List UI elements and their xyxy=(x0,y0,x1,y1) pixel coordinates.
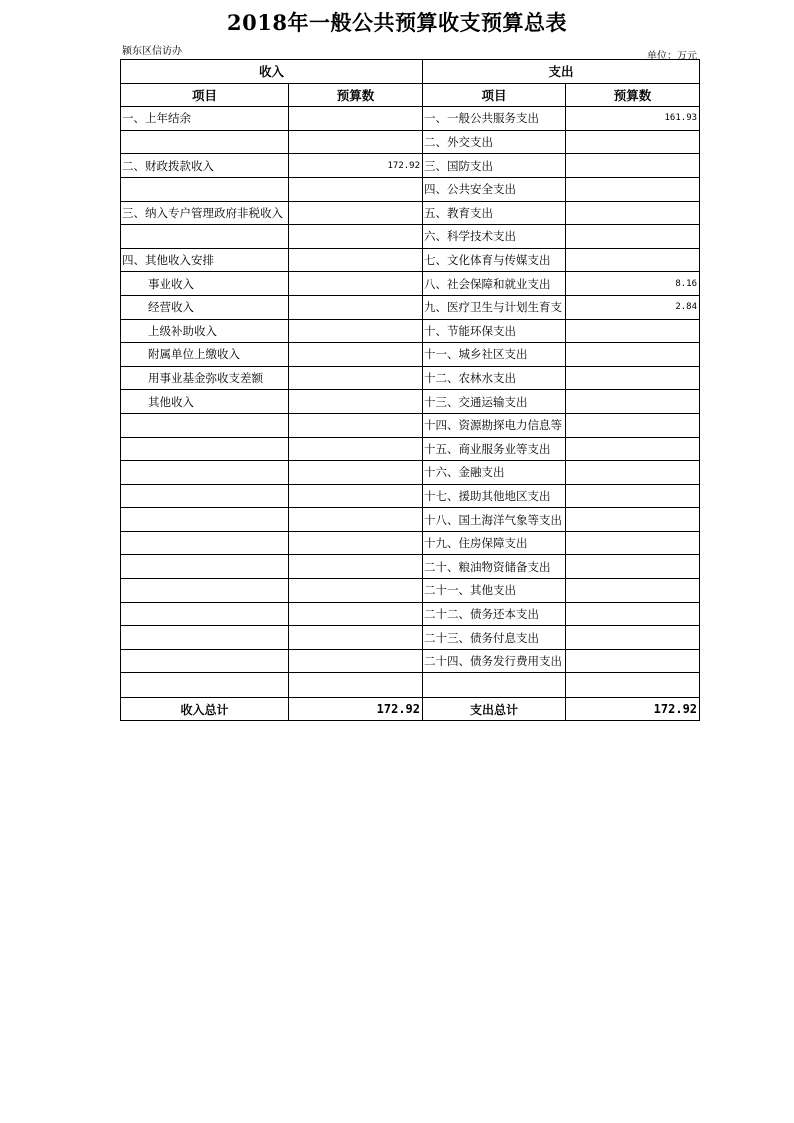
expense-item-cell: 二十一、其他支出 xyxy=(423,579,566,603)
table-row xyxy=(121,130,700,154)
income-item-cell xyxy=(121,579,289,603)
income-item-cell xyxy=(121,649,289,673)
income-amount-cell xyxy=(289,107,423,131)
budget-table xyxy=(120,59,700,721)
income-amount-cell xyxy=(289,531,423,555)
empty-cell xyxy=(423,673,566,698)
income-amount-cell xyxy=(289,626,423,650)
table-row xyxy=(121,626,700,650)
table-row xyxy=(121,602,700,626)
table-row xyxy=(121,107,700,131)
expense-amount-cell xyxy=(566,343,700,367)
expense-item-cell: 十三、交通运输支出 xyxy=(423,390,566,414)
income-item-cell xyxy=(121,437,289,461)
income-amount-cell xyxy=(289,130,423,154)
expense-amount-cell xyxy=(566,366,700,390)
income-item-cell: 一、上年结余 xyxy=(121,107,289,131)
expense-item-cell: 十、节能环保支出 xyxy=(423,319,566,343)
income-item-cell xyxy=(121,508,289,532)
income-amount-cell xyxy=(289,390,423,414)
totals-row xyxy=(121,698,700,721)
table-row xyxy=(121,177,700,201)
expense-item-cell: 五、教育支出 xyxy=(423,201,566,225)
income-amount-cell xyxy=(289,225,423,249)
expense-item-cell: 四、公共安全支出 xyxy=(423,177,566,201)
income-amount-cell xyxy=(289,508,423,532)
table-row xyxy=(121,154,700,178)
income-item-cell xyxy=(121,177,289,201)
table-row xyxy=(121,531,700,555)
expense-item-cell: 一、一般公共服务支出 xyxy=(423,107,566,131)
income-amount-cell xyxy=(289,295,423,319)
expense-item-cell: 二十四、债务发行费用支出 xyxy=(423,649,566,673)
income-total-label: 收入总计 xyxy=(121,698,289,721)
table-row xyxy=(121,248,700,272)
expense-amount-cell xyxy=(566,154,700,178)
expense-amount-cell xyxy=(566,484,700,508)
expense-total-amount: 172.92 xyxy=(566,698,700,721)
income-item-cell: 其他收入 xyxy=(121,390,289,414)
expense-amount-cell xyxy=(566,248,700,272)
expense-amount-cell xyxy=(566,602,700,626)
income-item-cell: 四、其他收入安排 xyxy=(121,248,289,272)
expense-amount-cell xyxy=(566,531,700,555)
expense-amount-cell xyxy=(566,177,700,201)
table-row xyxy=(121,555,700,579)
income-item-header: 项目 xyxy=(121,83,289,107)
income-amount-cell xyxy=(289,484,423,508)
income-item-cell: 三、纳入专户管理政府非税收入 xyxy=(121,201,289,225)
expense-item-cell: 二十、粮油物资储备支出 xyxy=(423,555,566,579)
table-row xyxy=(121,225,700,249)
expense-amount-cell xyxy=(566,319,700,343)
expense-amount-header: 预算数 xyxy=(566,83,700,107)
section-header-row xyxy=(121,60,700,84)
expense-item-cell: 十一、城乡社区支出 xyxy=(423,343,566,367)
expense-amount-cell xyxy=(566,626,700,650)
table-row xyxy=(121,272,700,296)
expense-item-cell: 十七、援助其他地区支出 xyxy=(423,484,566,508)
income-amount-cell xyxy=(289,437,423,461)
table-row xyxy=(121,508,700,532)
expense-amount-cell xyxy=(566,390,700,414)
expense-item-cell: 二十二、债务还本支出 xyxy=(423,602,566,626)
income-amount-cell xyxy=(289,579,423,603)
income-amount-cell: 172.92 xyxy=(289,154,423,178)
column-header-row xyxy=(121,83,700,107)
income-item-cell: 附属单位上缴收入 xyxy=(121,343,289,367)
income-total-amount: 172.92 xyxy=(289,698,423,721)
expense-item-cell: 十五、商业服务业等支出 xyxy=(423,437,566,461)
income-amount-cell xyxy=(289,555,423,579)
expense-amount-cell xyxy=(566,437,700,461)
expense-item-cell: 二、外交支出 xyxy=(423,130,566,154)
expense-item-cell: 六、科学技术支出 xyxy=(423,225,566,249)
expense-item-cell: 七、文化体育与传媒支出 xyxy=(423,248,566,272)
empty-cell xyxy=(121,673,289,698)
income-amount-cell xyxy=(289,413,423,437)
expense-item-cell: 十九、住房保障支出 xyxy=(423,531,566,555)
income-amount-cell xyxy=(289,272,423,296)
income-amount-cell xyxy=(289,319,423,343)
expense-amount-cell xyxy=(566,579,700,603)
income-item-cell: 用事业基金弥收支差额 xyxy=(121,366,289,390)
expense-total-label: 支出总计 xyxy=(423,698,566,721)
expense-amount-cell xyxy=(566,461,700,485)
expense-amount-cell: 161.93 xyxy=(566,107,700,131)
table-row xyxy=(121,319,700,343)
expense-item-cell: 八、社会保障和就业支出 xyxy=(423,272,566,296)
expense-item-cell: 十八、国土海洋气象等支出 xyxy=(423,508,566,532)
empty-cell xyxy=(566,673,700,698)
expense-item-cell: 十六、金融支出 xyxy=(423,461,566,485)
income-amount-cell xyxy=(289,602,423,626)
empty-cell xyxy=(289,673,423,698)
income-item-cell xyxy=(121,130,289,154)
expense-amount-cell xyxy=(566,201,700,225)
income-item-cell: 经营收入 xyxy=(121,295,289,319)
income-amount-cell xyxy=(289,461,423,485)
expense-amount-cell: 2.84 xyxy=(566,295,700,319)
table-row xyxy=(121,484,700,508)
income-section-header: 收入 xyxy=(121,60,423,84)
expense-amount-cell: 8.16 xyxy=(566,272,700,296)
expense-item-header: 项目 xyxy=(423,83,566,107)
expense-amount-cell xyxy=(566,130,700,154)
expense-amount-cell xyxy=(566,555,700,579)
table-row xyxy=(121,579,700,603)
income-item-cell: 二、财政拨款收入 xyxy=(121,154,289,178)
table-row xyxy=(121,343,700,367)
table-row xyxy=(121,437,700,461)
income-amount-cell xyxy=(289,366,423,390)
table-row xyxy=(121,649,700,673)
income-item-cell xyxy=(121,531,289,555)
expense-item-cell: 十二、农林水支出 xyxy=(423,366,566,390)
expense-item-cell: 十四、资源勘探电力信息等 xyxy=(423,413,566,437)
expense-item-cell: 三、国防支出 xyxy=(423,154,566,178)
expense-amount-cell xyxy=(566,413,700,437)
table-row xyxy=(121,413,700,437)
income-amount-cell xyxy=(289,343,423,367)
income-amount-cell xyxy=(289,649,423,673)
expense-amount-cell xyxy=(566,508,700,532)
income-item-cell xyxy=(121,626,289,650)
department-label: 颍东区信访办 xyxy=(122,46,182,57)
page-title: 2018年一般公共预算收支预算总表 xyxy=(227,10,567,35)
table-row xyxy=(121,366,700,390)
income-item-cell xyxy=(121,602,289,626)
income-amount-header: 预算数 xyxy=(289,83,423,107)
table-row xyxy=(121,295,700,319)
expense-item-cell: 九、医疗卫生与计划生育支 xyxy=(423,295,566,319)
blank-row xyxy=(121,673,700,698)
expense-item-cell: 二十三、债务付息支出 xyxy=(423,626,566,650)
income-amount-cell xyxy=(289,248,423,272)
income-item-cell xyxy=(121,555,289,579)
income-item-cell xyxy=(121,461,289,485)
expense-amount-cell xyxy=(566,649,700,673)
income-item-cell xyxy=(121,225,289,249)
expense-section-header: 支出 xyxy=(423,60,700,84)
table-row xyxy=(121,461,700,485)
income-item-cell: 上级补助收入 xyxy=(121,319,289,343)
income-item-cell xyxy=(121,484,289,508)
income-amount-cell xyxy=(289,201,423,225)
table-row xyxy=(121,390,700,414)
income-item-cell: 事业收入 xyxy=(121,272,289,296)
income-amount-cell xyxy=(289,177,423,201)
table-row xyxy=(121,201,700,225)
income-item-cell xyxy=(121,413,289,437)
expense-amount-cell xyxy=(566,225,700,249)
unit-label: 单位：万元 xyxy=(647,51,697,62)
